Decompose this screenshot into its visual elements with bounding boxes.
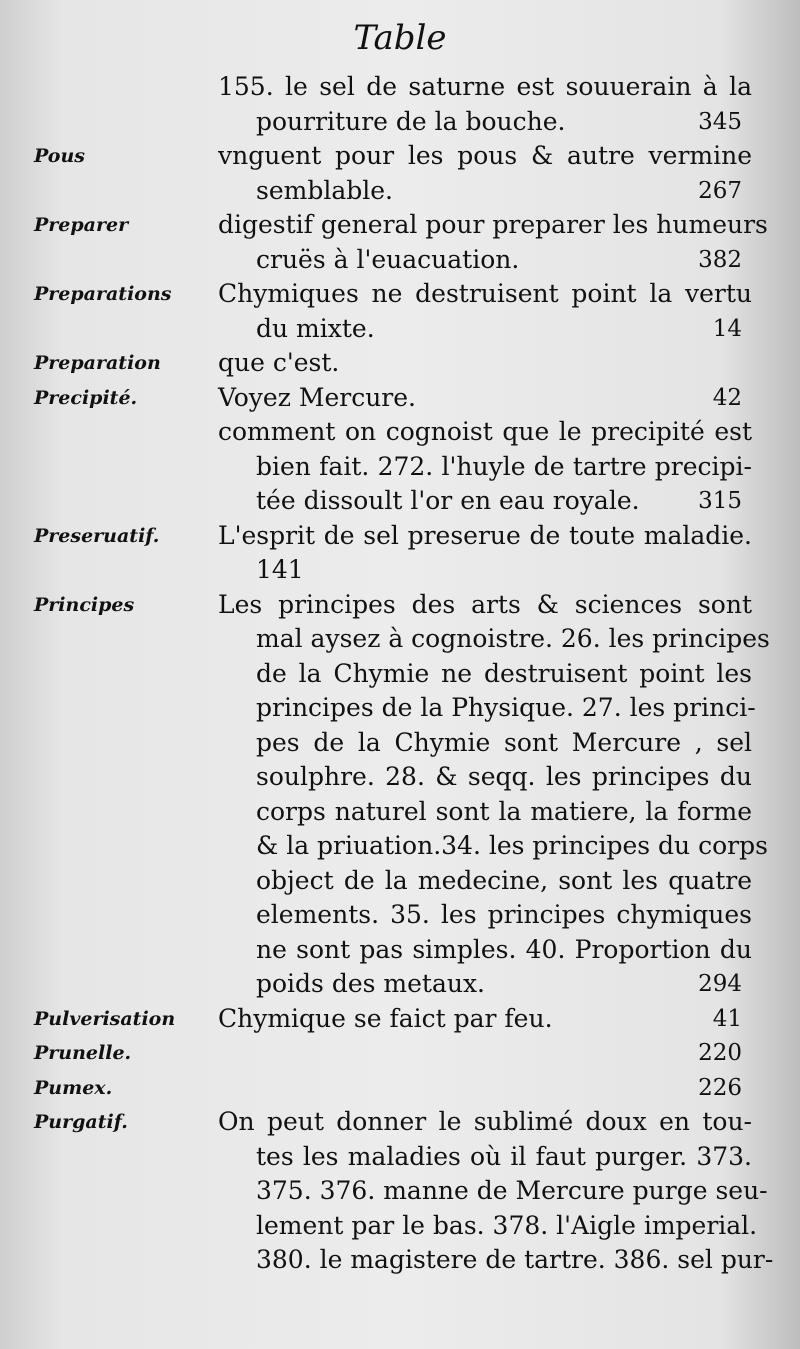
entry-text-line: digestif general pour preparer les humeurs (218, 210, 768, 239)
entry-text-line: object de la medecine, sont les quatre (256, 865, 752, 895)
entry-text-line: 375. 376. manne de Mercure purge seu- (256, 1176, 768, 1205)
index-term: Preparations (34, 283, 172, 305)
page-reference: 41 (712, 1005, 742, 1032)
entry-text-line: cruës à l'euacuation. (256, 244, 520, 274)
index-term: Pous (34, 145, 85, 167)
entry-text-line: pes de la Chymie sont Mercure , sel (256, 727, 752, 757)
entry-text-line: On peut donner le sublimé doux en tou- (218, 1107, 752, 1136)
entry-text-line: corps naturel sont la matiere, la forme (256, 796, 752, 826)
entry-text-line: elements. 35. les principes chymiques (256, 900, 752, 929)
page-reference: 14 (712, 315, 742, 342)
entry-text-line: pourriture de la bouche. (256, 106, 566, 136)
entry-text-line: soulphre. 28. & seqq. les principes du (256, 762, 752, 791)
page-reference: 42 (712, 384, 742, 411)
entry-text-line: ne sont pas simples. 40. Proportion du (256, 934, 752, 964)
index-term: Preseruatif. (34, 524, 160, 547)
page-reference: 220 (698, 1040, 742, 1066)
entry-text-line: Voyez Mercure. (218, 382, 416, 412)
page-title: Table (353, 18, 447, 58)
index-term: Precipité. (34, 386, 138, 409)
entry-text-line: Les principes des arts & sciences sont (218, 589, 752, 619)
index-term: Prunelle. (34, 1042, 132, 1064)
entry-text-line: lement par le bas. 378. l'Aigle imperial. (256, 1210, 758, 1240)
entry-text-line: semblable. (256, 175, 393, 205)
entry-text-line: tes les maladies où il faut purger. 373. (256, 1141, 752, 1171)
entry-text-line: principes de la Physique. 27. les princi- (256, 693, 756, 722)
page-reference: 382 (698, 246, 742, 273)
index-term: Pumex. (34, 1076, 113, 1099)
entry-text-line: & la priuation.34. les principes du corps (256, 831, 768, 860)
entry-text-line: Chymique se faict par feu. (218, 1003, 553, 1033)
entry-text-line: 380. le magistere de tartre. 386. sel pur- (256, 1245, 774, 1274)
entry-text-line: du mixte. (256, 313, 375, 343)
page-reference: 267 (698, 177, 742, 204)
page-reference: 226 (698, 1074, 742, 1101)
entry-text-line: que c'est. (218, 348, 340, 377)
entry-text-line: Chymiques ne destruisent point la vertu (218, 279, 752, 308)
page-reference: 294 (698, 971, 742, 997)
entry-text-line: 155. le sel de saturne est souuerain à la (218, 72, 752, 101)
page-reference: 345 (698, 108, 742, 135)
index-term: Pulverisation (34, 1007, 176, 1030)
index-term: Purgatif. (34, 1111, 128, 1133)
page-reference: 315 (698, 488, 742, 514)
entry-text-line: vnguent pour les pous & autre vermine (218, 141, 752, 170)
entry-text-line: comment on cognoist que le precipité est (218, 417, 752, 446)
index-term: Preparation (34, 352, 161, 374)
index-term: Principes (34, 593, 135, 616)
entry-text-line: L'esprit de sel preserue de toute maladie. (218, 520, 752, 550)
entry-text-line: mal aysez à cognoistre. 26. les principes (256, 624, 770, 653)
entry-text-line: tée dissoult l'or en eau royale. (256, 486, 640, 515)
entry-text-line: 141 (256, 555, 304, 584)
index-term: Preparer (34, 214, 129, 236)
entry-text-line: poids des metaux. (256, 969, 486, 998)
entry-text-line: bien fait. 272. l'huyle de tartre precipi- (256, 451, 752, 481)
entry-text-line: de la Chymie ne destruisent point les (256, 658, 752, 688)
